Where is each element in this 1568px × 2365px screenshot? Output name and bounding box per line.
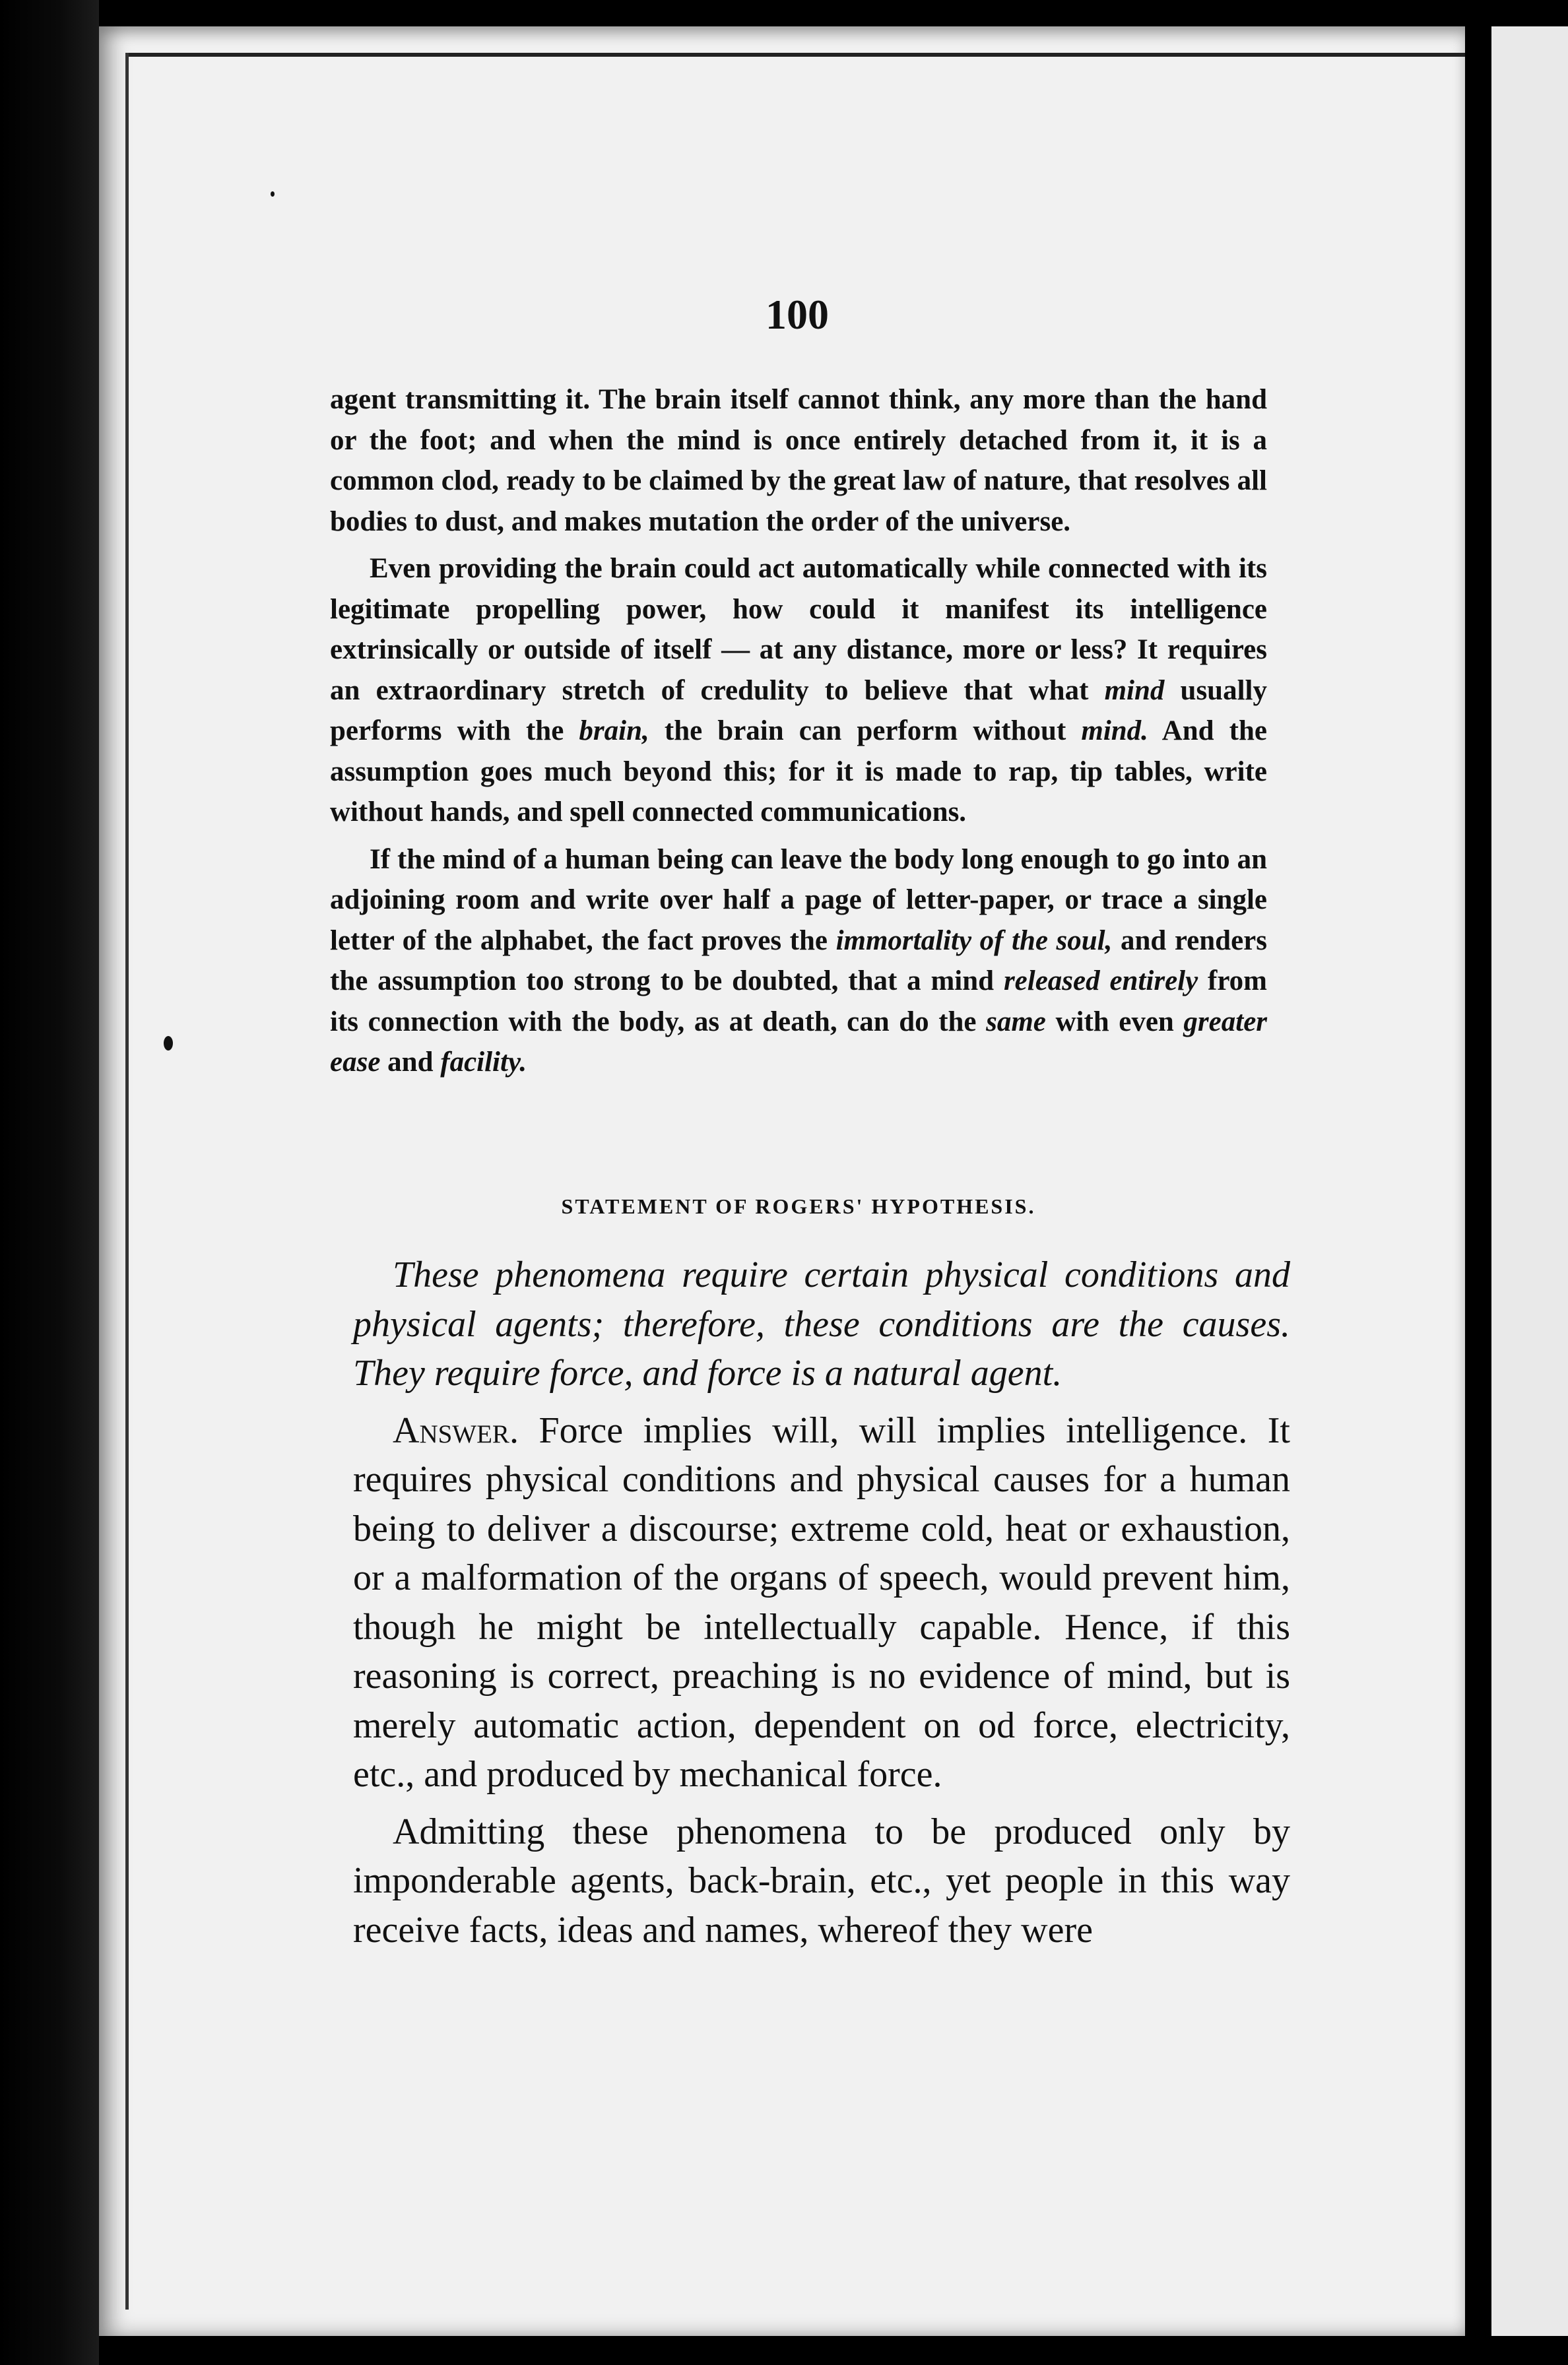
book-page [99, 26, 1465, 2336]
italic-text: mind [1104, 674, 1165, 706]
ink-speck [164, 1036, 173, 1051]
adjacent-page-edge [1491, 26, 1568, 2336]
italic-text: facility. [440, 1047, 527, 1078]
text-run: from its connection with the body, as at death, can do the [330, 965, 1267, 1037]
page-spine-line [125, 53, 129, 2310]
ink-speck [271, 191, 275, 197]
text-run: agent transmitting it. The brain itself cannot think, any more than the hand or the foot; and when the mind is once entirely detached from it, it is a common clod, ready to be claimed by the great law of nature, that resolves all bodies to dust, and makes mutation the order of the universe. [330, 384, 1267, 537]
text-run: If the mind of a human being can leave the body long enough to go into an adjoining room and write over half a page of letter-paper, or trace a single letter of the alphabet, the fact proves the [330, 843, 1267, 956]
answer-text: Force implies will, will implies intelligence. It requires physical conditions and physical causes for a human being to deliver a discourse; extreme cold, heat or exhaustion, or a malformation of the organs of speech, would prevent him, though he might be intellectually capable. Hence, if this reasoning is correct, preaching is no evidence of mind, but is merely automatic action, dependent on od force, electricity, etc., and produced by mechanical force. [353, 1409, 1290, 1795]
answer-label: Answer. [393, 1409, 519, 1451]
text-run: and [380, 1047, 441, 1078]
paragraph-2 [330, 548, 1267, 833]
hypothesis-statement: These phenomena require certain physical conditions and physical agents; therefore, these conditions are the causes. They require force, and force is a natural agent. [353, 1254, 1290, 1394]
text-run: and renders the assumption too strong to be doubted, that a mind [330, 924, 1267, 996]
book-gutter-shadow [0, 0, 99, 2365]
body-text-large [353, 1250, 1290, 1962]
italic-text: brain, [579, 715, 649, 746]
text-run: the brain can perform without [649, 715, 1082, 746]
paragraph-3 [330, 839, 1267, 1083]
section-heading: STATEMENT OF ROGERS' HYPOTHESIS. [561, 1194, 1036, 1218]
body-text-small [330, 379, 1267, 1089]
italic-text: greater ease [330, 1006, 1268, 1078]
page-number: 100 [766, 291, 829, 338]
text-run: usually performs with the [330, 674, 1267, 746]
italic-text: released entirely [1003, 965, 1198, 996]
italic-text: same [986, 1006, 1046, 1037]
page-top-rule [125, 53, 1465, 63]
text-run: Even providing the brain could act automatically while connected with its legitimate propelling power, how could it manifest its intelligence extrinsically or outside of itself — at any distance, more or less? It requires an extraordinary stretch of credulity to believe that what [330, 553, 1267, 706]
page-gap [1465, 0, 1491, 2365]
final-paragraph: Admitting these phenomena to be produced only by imponderable agents, back-brain, etc., yet people in this way receive facts, ideas and names, whereof they were [353, 1811, 1290, 1951]
text-run: And the assumption goes much beyond this; for it is made to rap, tip tables, write without hands, and spell connected communications. [330, 715, 1267, 827]
answer-paragraph [353, 1406, 1290, 1799]
text-run: with even [1045, 1006, 1184, 1037]
italic-text: immortality of the soul, [835, 924, 1113, 956]
italic-text: mind. [1081, 715, 1148, 746]
paragraph-1 [330, 379, 1267, 542]
